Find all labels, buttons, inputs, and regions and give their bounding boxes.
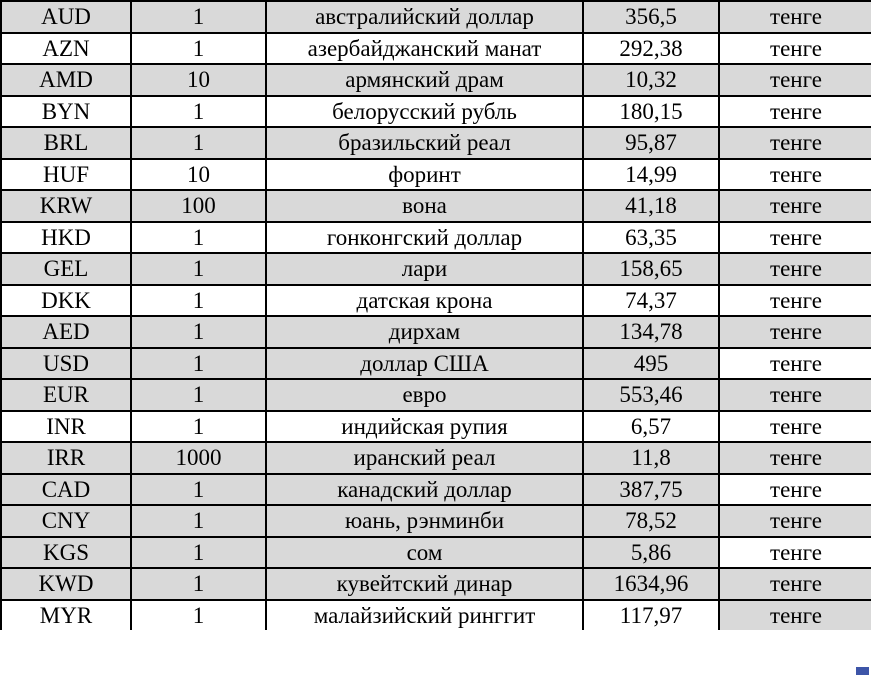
cell-currency-code[interactable]: MYR xyxy=(1,600,131,631)
cell-rate[interactable]: 6,57 xyxy=(583,411,719,443)
cell-rate[interactable]: 95,87 xyxy=(583,127,719,159)
cell-currency-name[interactable]: канадский доллар xyxy=(266,474,583,506)
cell-currency-code[interactable]: INR xyxy=(1,411,131,443)
table-row xyxy=(1,159,871,191)
cell-rate[interactable]: 14,99 xyxy=(583,159,719,191)
table-row xyxy=(1,379,871,411)
cell-rate[interactable]: 41,18 xyxy=(583,190,719,222)
cell-quantity[interactable]: 1 xyxy=(131,127,266,159)
cell-currency-name[interactable]: кувейтский динар xyxy=(266,568,583,600)
cell-currency-name[interactable]: доллар США xyxy=(266,348,583,380)
table-row xyxy=(1,190,871,222)
cell-currency-code[interactable]: CNY xyxy=(1,505,131,537)
cell-currency-name[interactable]: лари xyxy=(266,253,583,285)
cell-currency-code[interactable]: EUR xyxy=(1,379,131,411)
table-row xyxy=(1,222,871,254)
cell-currency-code[interactable]: HKD xyxy=(1,222,131,254)
cell-currency-code[interactable]: BRL xyxy=(1,127,131,159)
cell-currency-code[interactable]: AMD xyxy=(1,64,131,96)
cell-unit[interactable]: тенге xyxy=(719,159,871,191)
table-row xyxy=(1,600,871,631)
cell-rate[interactable]: 11,8 xyxy=(583,442,719,474)
cell-rate[interactable]: 356,5 xyxy=(583,1,719,33)
cell-unit[interactable]: тенге xyxy=(719,316,871,348)
cell-rate[interactable]: 63,35 xyxy=(583,222,719,254)
cell-currency-name[interactable]: гонконгский доллар xyxy=(266,222,583,254)
table-row xyxy=(1,253,871,285)
cell-unit[interactable]: тенге xyxy=(719,190,871,222)
cell-quantity[interactable]: 1 xyxy=(131,474,266,506)
cell-currency-name[interactable]: иранский реал xyxy=(266,442,583,474)
cell-quantity[interactable]: 1 xyxy=(131,600,266,631)
cell-quantity[interactable]: 1 xyxy=(131,96,266,128)
cell-unit[interactable]: тенге xyxy=(719,96,871,128)
table-row xyxy=(1,411,871,443)
table-row xyxy=(1,64,871,96)
cell-currency-code[interactable]: GEL xyxy=(1,253,131,285)
table-row xyxy=(1,505,871,537)
cell-quantity[interactable]: 1 xyxy=(131,505,266,537)
table-row xyxy=(1,316,871,348)
cell-rate[interactable]: 180,15 xyxy=(583,96,719,128)
cell-unit[interactable]: тенге xyxy=(719,222,871,254)
cell-currency-name[interactable]: сом xyxy=(266,537,583,569)
table-resize-handle-icon[interactable] xyxy=(856,667,869,675)
cell-quantity[interactable]: 1000 xyxy=(131,442,266,474)
cell-unit[interactable]: тенге xyxy=(719,474,871,506)
cell-currency-name[interactable]: бразильский реал xyxy=(266,127,583,159)
cell-quantity[interactable]: 1 xyxy=(131,253,266,285)
cell-rate[interactable]: 10,32 xyxy=(583,64,719,96)
cell-unit[interactable]: тенге xyxy=(719,442,871,474)
cell-currency-name[interactable]: вона xyxy=(266,190,583,222)
cell-unit[interactable]: тенге xyxy=(719,64,871,96)
cell-quantity[interactable]: 1 xyxy=(131,568,266,600)
cell-quantity[interactable]: 1 xyxy=(131,348,266,380)
cell-currency-code[interactable]: KWD xyxy=(1,568,131,600)
cell-rate[interactable]: 553,46 xyxy=(583,379,719,411)
cell-quantity[interactable]: 10 xyxy=(131,159,266,191)
table-body xyxy=(1,1,871,630)
cell-rate[interactable]: 134,78 xyxy=(583,316,719,348)
cell-rate[interactable]: 78,52 xyxy=(583,505,719,537)
cell-unit[interactable]: тенге xyxy=(719,33,871,65)
cell-currency-code[interactable]: AUD xyxy=(1,1,131,33)
cell-rate[interactable]: 495 xyxy=(583,348,719,380)
cell-unit[interactable]: тенге xyxy=(719,285,871,317)
cell-currency-code[interactable]: KGS xyxy=(1,537,131,569)
table-row xyxy=(1,348,871,380)
cell-currency-code[interactable]: KRW xyxy=(1,190,131,222)
cell-quantity[interactable]: 1 xyxy=(131,1,266,33)
table-row xyxy=(1,537,871,569)
table-row xyxy=(1,442,871,474)
cell-currency-name[interactable]: юань, рэнминби xyxy=(266,505,583,537)
cell-currency-name[interactable]: азербайджанский манат xyxy=(266,33,583,65)
cell-rate[interactable]: 158,65 xyxy=(583,253,719,285)
cell-quantity[interactable]: 1 xyxy=(131,285,266,317)
cell-currency-code[interactable]: DKK xyxy=(1,285,131,317)
cell-unit[interactable]: тенге xyxy=(719,127,871,159)
cell-quantity[interactable]: 10 xyxy=(131,64,266,96)
cell-currency-code[interactable]: AZN xyxy=(1,33,131,65)
cell-quantity[interactable]: 1 xyxy=(131,33,266,65)
cell-quantity[interactable]: 1 xyxy=(131,411,266,443)
cell-unit[interactable]: тенге xyxy=(719,568,871,600)
cell-currency-name[interactable]: белорусский рубль xyxy=(266,96,583,128)
cell-currency-name[interactable]: евро xyxy=(266,379,583,411)
cell-currency-name[interactable]: малайзийский ринггит xyxy=(266,600,583,631)
table-row xyxy=(1,474,871,506)
cell-unit[interactable]: тенге xyxy=(719,379,871,411)
cell-rate[interactable]: 292,38 xyxy=(583,33,719,65)
cell-currency-code[interactable]: CAD xyxy=(1,474,131,506)
cell-currency-code[interactable]: BYN xyxy=(1,96,131,128)
cell-unit[interactable]: тенге xyxy=(719,537,871,569)
cell-rate[interactable]: 387,75 xyxy=(583,474,719,506)
cell-currency-name[interactable]: индийская рупия xyxy=(266,411,583,443)
table-row xyxy=(1,568,871,600)
cell-rate[interactable]: 117,97 xyxy=(583,600,719,631)
cell-rate[interactable]: 1634,96 xyxy=(583,568,719,600)
cell-currency-name[interactable]: армянский драм xyxy=(266,64,583,96)
cell-currency-name[interactable]: дирхам xyxy=(266,316,583,348)
cell-unit[interactable]: тенге xyxy=(719,253,871,285)
cell-unit[interactable]: тенге xyxy=(719,348,871,380)
cell-currency-code[interactable]: USD xyxy=(1,348,131,380)
cell-rate[interactable]: 74,37 xyxy=(583,285,719,317)
cell-quantity[interactable]: 1 xyxy=(131,316,266,348)
cell-unit[interactable]: тенге xyxy=(719,600,871,631)
table-row xyxy=(1,127,871,159)
table-row xyxy=(1,285,871,317)
cell-currency-code[interactable]: AED xyxy=(1,316,131,348)
table-row xyxy=(1,1,871,33)
cell-currency-name[interactable]: форинт xyxy=(266,159,583,191)
cell-quantity[interactable]: 1 xyxy=(131,222,266,254)
cell-quantity[interactable]: 1 xyxy=(131,537,266,569)
cell-rate[interactable]: 5,86 xyxy=(583,537,719,569)
cell-currency-name[interactable]: австралийский доллар xyxy=(266,1,583,33)
cell-currency-code[interactable]: HUF xyxy=(1,159,131,191)
table-row xyxy=(1,33,871,65)
cell-unit[interactable]: тенге xyxy=(719,505,871,537)
cell-currency-code[interactable]: IRR xyxy=(1,442,131,474)
cell-quantity[interactable]: 100 xyxy=(131,190,266,222)
cell-quantity[interactable]: 1 xyxy=(131,379,266,411)
cell-unit[interactable]: тенге xyxy=(719,1,871,33)
table-row xyxy=(1,96,871,128)
cell-currency-name[interactable]: датская крона xyxy=(266,285,583,317)
cell-unit[interactable]: тенге xyxy=(719,411,871,443)
